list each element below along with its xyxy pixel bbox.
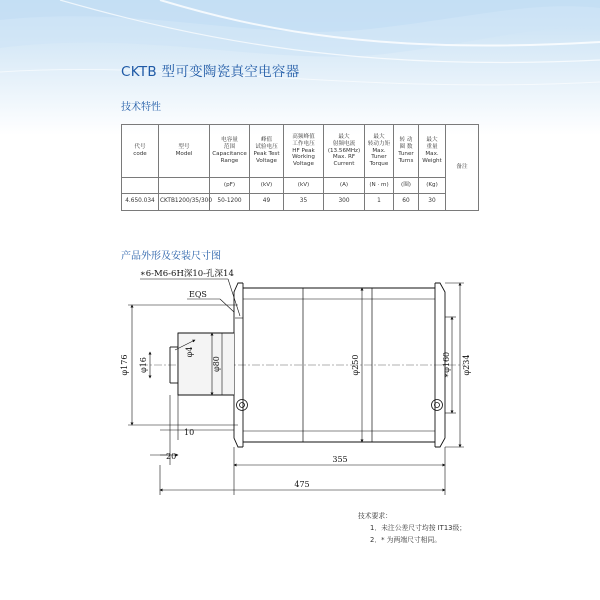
capacitor-outline-drawing: [115, 262, 475, 502]
thread-note-label: ∗6-M6-6H深10-孔深14: [140, 269, 234, 279]
unit-cell: [159, 178, 210, 194]
table-row: [122, 194, 479, 211]
cell-working-voltage: 35: [284, 194, 324, 211]
header-wave-background: [0, 0, 600, 135]
dim-20-label: 20: [166, 452, 177, 461]
unit-cell: [122, 178, 159, 194]
cell-rf-current: 300: [324, 194, 365, 211]
unit-cell: (kV): [284, 178, 324, 194]
header-weight: 最大 重量 Max. Weight: [419, 125, 446, 178]
header-remarks: 备注: [446, 125, 479, 211]
section-heading-spec: 技术特性: [121, 102, 161, 113]
header-code: 代号 code: [122, 125, 159, 178]
unit-cell: (A): [324, 178, 365, 194]
dim-d160-label: ∗φ160: [442, 351, 451, 379]
cell-code: 4.650.034: [122, 194, 159, 211]
table-units-row: [122, 178, 479, 194]
header-turns: 转 动 圈 数 Tuner Turns: [394, 125, 419, 178]
unit-cell: (pF): [210, 178, 250, 194]
dim-475-label: 475: [294, 480, 310, 489]
dim-d80-label: φ80: [212, 356, 221, 372]
cell-torque: 1: [365, 194, 394, 211]
section-heading-drawing: 产品外形及安装尺寸图: [121, 251, 221, 262]
technical-notes: [358, 510, 466, 546]
cell-turns: 60: [394, 194, 419, 211]
header-working-voltage: 高频峰值 工作电压 HF Peak Working Voltage: [284, 125, 324, 178]
header-torque: 最大 转动力矩 Max. Tuner Torque: [365, 125, 394, 178]
cell-weight: 30: [419, 194, 446, 211]
shaft: [170, 333, 234, 395]
cell-capacitance: 50-1200: [210, 194, 250, 211]
dim-355-label: 355: [332, 455, 348, 464]
note-item: 2．* 为两端尺寸相同。: [370, 536, 442, 544]
notes-heading: 技术要求：: [358, 512, 392, 520]
header-model: 型号 Model: [159, 125, 210, 178]
dim-d4-label: φ4: [185, 346, 194, 358]
cell-model: CKTB1200/35/300: [159, 194, 210, 211]
spec-table: [121, 124, 479, 211]
table-header-row: [122, 125, 479, 178]
cell-test-voltage: 49: [250, 194, 284, 211]
dim-d234-label: φ234: [462, 354, 471, 376]
dim-d250-label: φ250: [351, 354, 360, 376]
note-item: 1．未注公差尺寸均按 IT13级；: [370, 524, 467, 532]
header-test-voltage: 峰值 试验电压 Peak Test Voltage: [250, 125, 284, 178]
bolt-holes: [237, 400, 443, 411]
header-rf-current: 最大 射频电流 (13.56MHz) Max. RF Current: [324, 125, 365, 178]
eqs-label: EQS: [189, 290, 207, 299]
unit-cell: (kV): [250, 178, 284, 194]
unit-cell: (圈): [394, 178, 419, 194]
dim-10-label: 10: [184, 428, 195, 437]
unit-cell: (Kg): [419, 178, 446, 194]
dim-d16-label: φ16: [139, 357, 148, 373]
dim-d176-label: φ176: [120, 354, 129, 376]
document-title: CKTB 型可变陶瓷真空电容器: [121, 64, 300, 80]
header-capacitance: 电容量 范围 Capacitance Range: [210, 125, 250, 178]
unit-cell: (N · m): [365, 178, 394, 194]
